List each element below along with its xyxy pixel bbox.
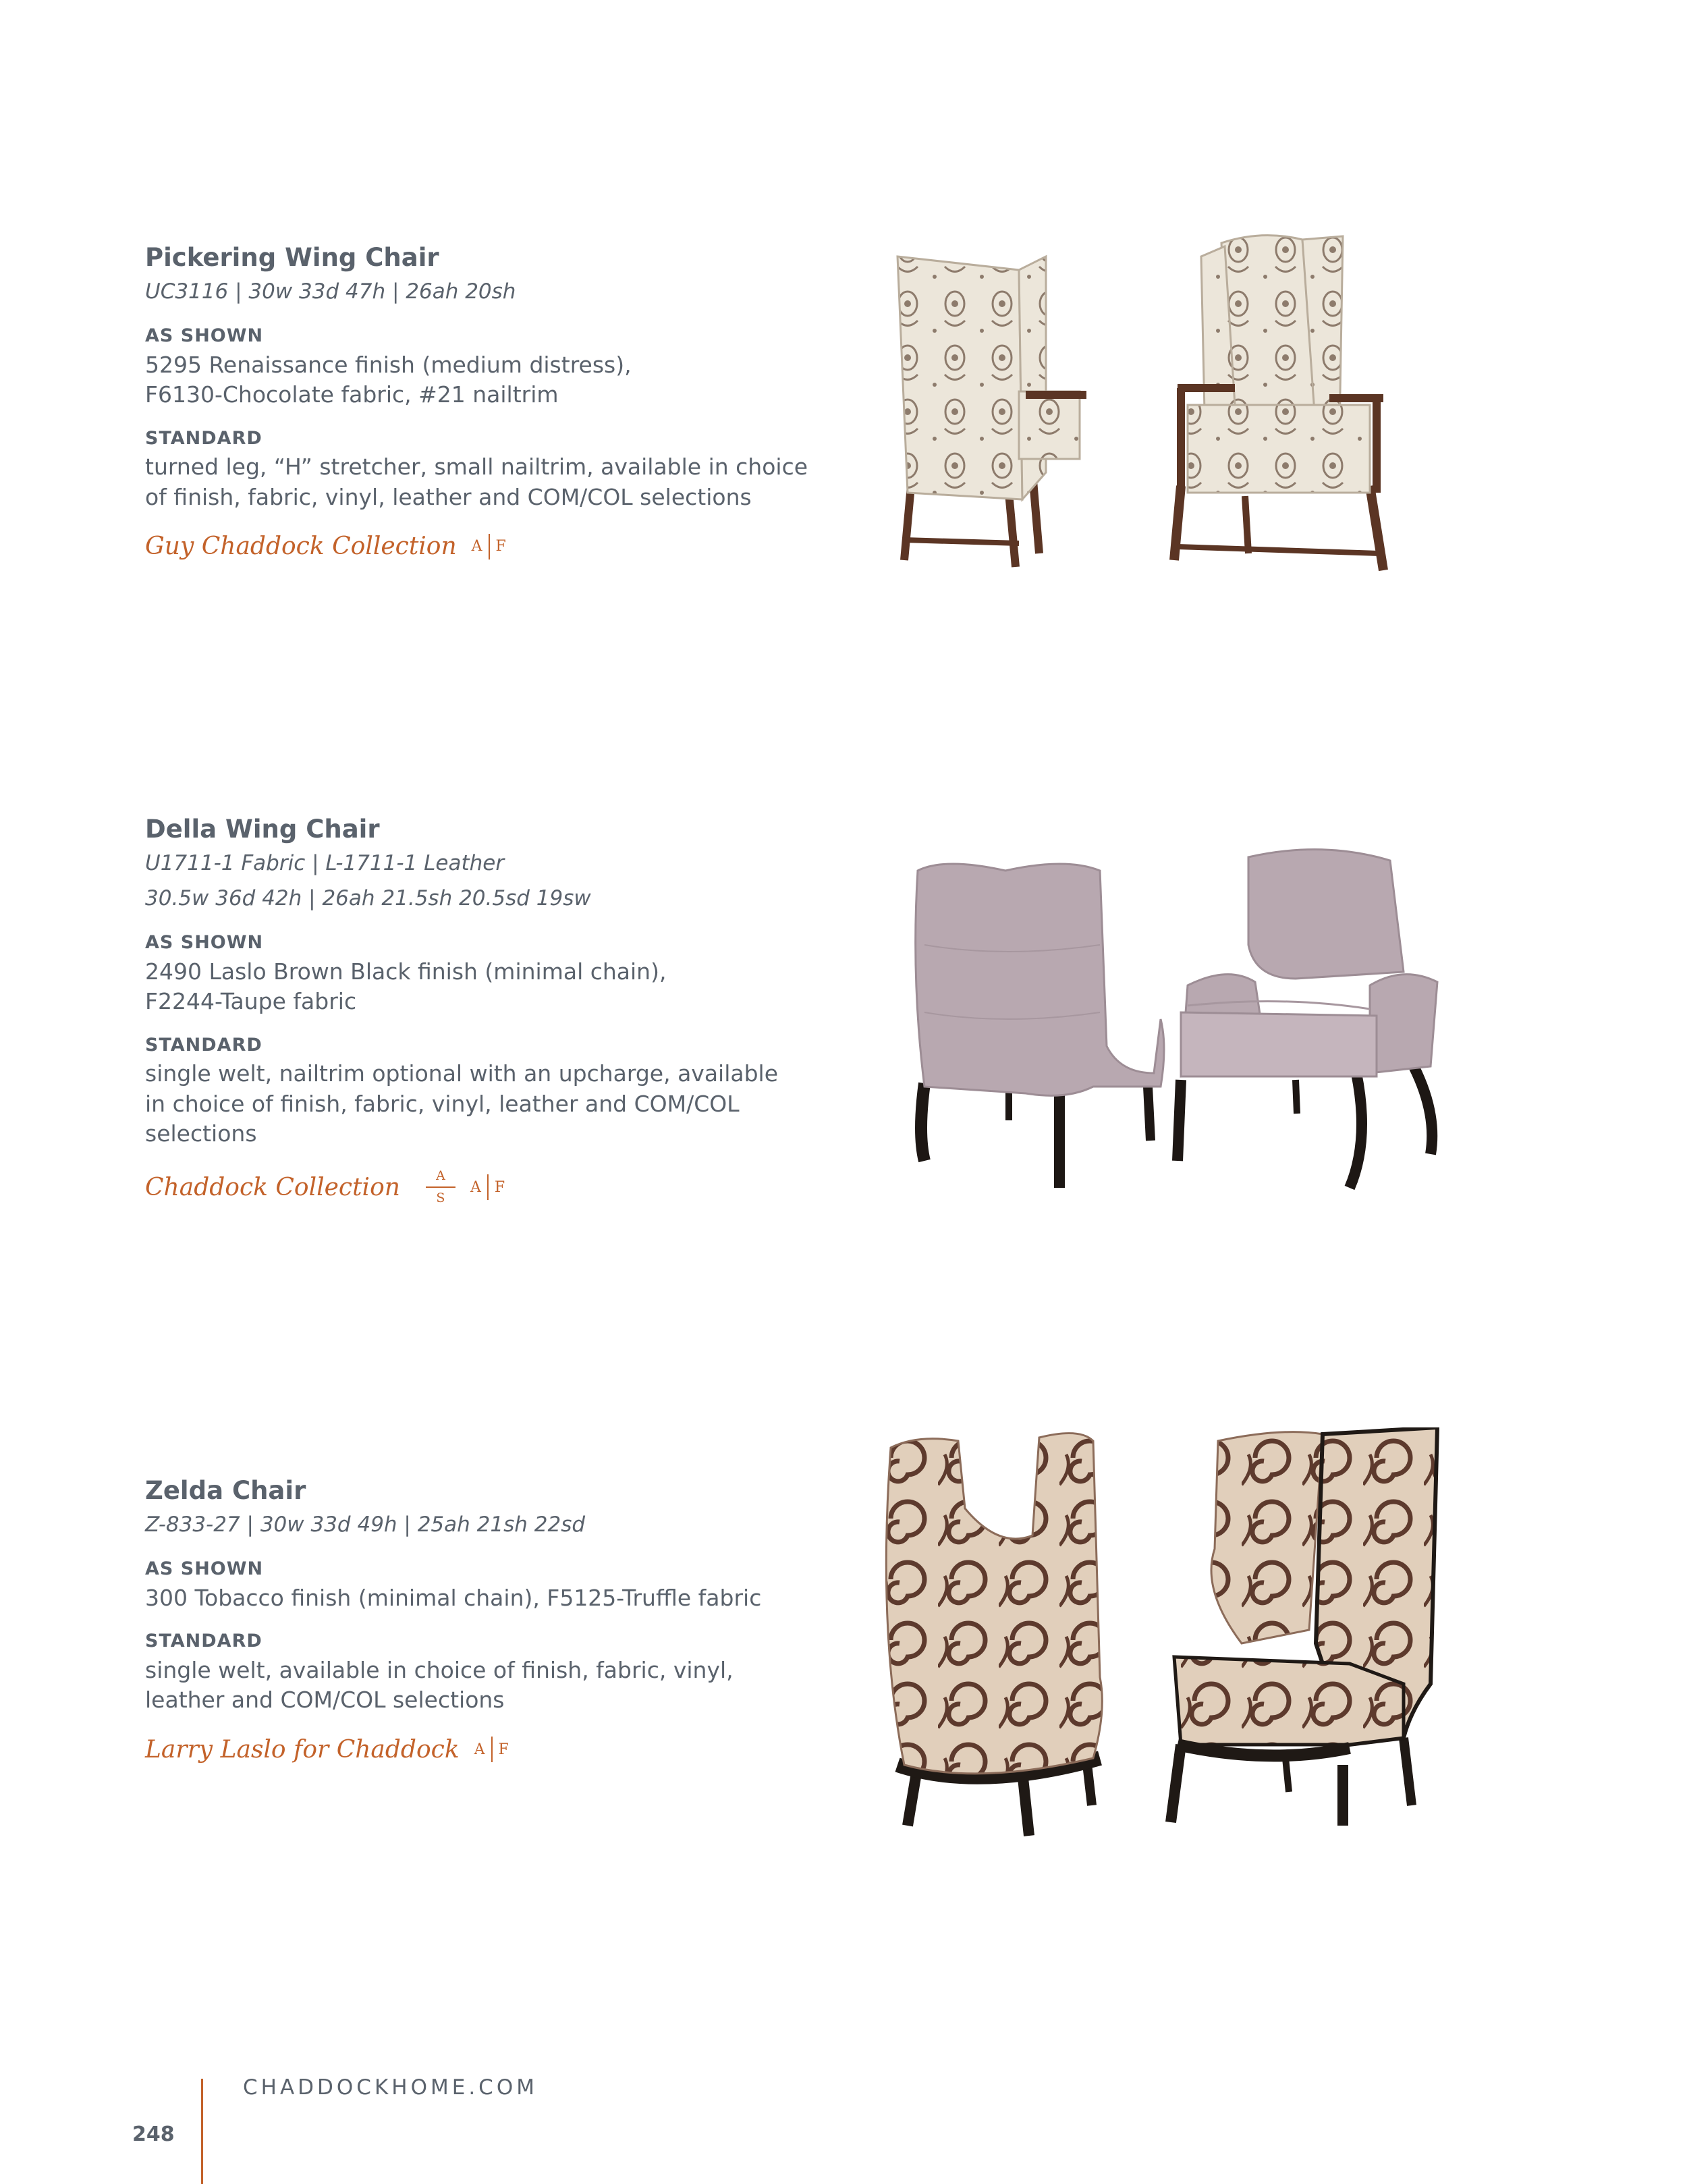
collection-link[interactable]: Larry Laslo for Chaddock: [145, 1735, 460, 1764]
della-chair-image: [904, 844, 1458, 1208]
collection-link[interactable]: Chaddock Collection: [145, 1173, 400, 1201]
standard-text: turned leg, “H” stretcher, small nailtrim, available in choice of finish, fabric, vinyl, leather and COM/COL selections: [145, 454, 808, 510]
collection-row: [145, 533, 860, 560]
as-shown-label: AS SHOWN: [145, 1558, 264, 1580]
pickering-chair-image: [884, 229, 1491, 594]
product-pickering: [145, 243, 860, 560]
standard-text: single welt, available in choice of finish, fabric, vinyl, leather and COM/COL selections: [145, 1656, 734, 1714]
as-shown-label: AS SHOWN: [145, 325, 264, 347]
as-shown-label: AS SHOWN: [145, 932, 264, 954]
zelda-chair-image: [877, 1427, 1471, 1846]
standard-label: STANDARD: [145, 1631, 262, 1652]
product-title: Zelda Chair: [145, 1476, 306, 1505]
as-shown-text: 300 Tobacco finish (minimal chain), F5125-Truffle fabric: [145, 1584, 762, 1611]
product-zelda: [145, 1476, 860, 1764]
pickering-back-view: [897, 256, 1086, 567]
della-back-view: [916, 864, 1164, 1188]
product-spec: U1711-1 Fabric | L-1711-1 Leather: [145, 851, 505, 876]
product-title: Pickering Wing Chair: [145, 243, 439, 272]
as-shown-text: 2490 Laslo Brown Black finish (minimal chain), F2244-Taupe fabric: [145, 958, 667, 1015]
af-badge: A F: [472, 534, 506, 559]
af-badge: A F: [474, 1737, 509, 1762]
product-spec: Z-833-27 | 30w 33d 49h | 25ah 21sh 22sd: [145, 1512, 586, 1537]
as-shown-text: 5295 Renaissance finish (medium distress), F6130-Chocolate fabric, #21 nailtrim: [145, 351, 632, 408]
pickering-front-view: [1174, 236, 1383, 570]
af-badge: A F: [470, 1174, 505, 1200]
product-spec: UC3116 | 30w 33d 47h | 26ah 20sh: [145, 279, 516, 304]
product-della: [145, 815, 860, 1205]
standard-label: STANDARD: [145, 427, 262, 449]
product-dimensions: 30.5w 36d 42h | 26ah 21.5sh 20.5sd 19sw: [145, 886, 591, 911]
collection-row: [145, 1736, 860, 1764]
product-title: Della Wing Chair: [145, 815, 380, 844]
footer-divider: [201, 2079, 203, 2184]
standard-label: STANDARD: [145, 1034, 262, 1056]
zelda-front-view: [1171, 1427, 1437, 1826]
collection-row: [145, 1170, 860, 1205]
collection-link[interactable]: Guy Chaddock Collection: [145, 533, 457, 561]
standard-text: single welt, nailtrim optional with an upcharge, available in choice of finish, fabric, vinyl, leather and COM/COL selections: [145, 1060, 779, 1147]
della-front-view: [1178, 850, 1437, 1188]
website-link[interactable]: CHADDOCKHOME.COM: [243, 2075, 538, 2100]
zelda-back-view: [886, 1434, 1102, 1836]
page-number: 248: [132, 2123, 175, 2146]
as-badge: A S: [426, 1170, 455, 1205]
